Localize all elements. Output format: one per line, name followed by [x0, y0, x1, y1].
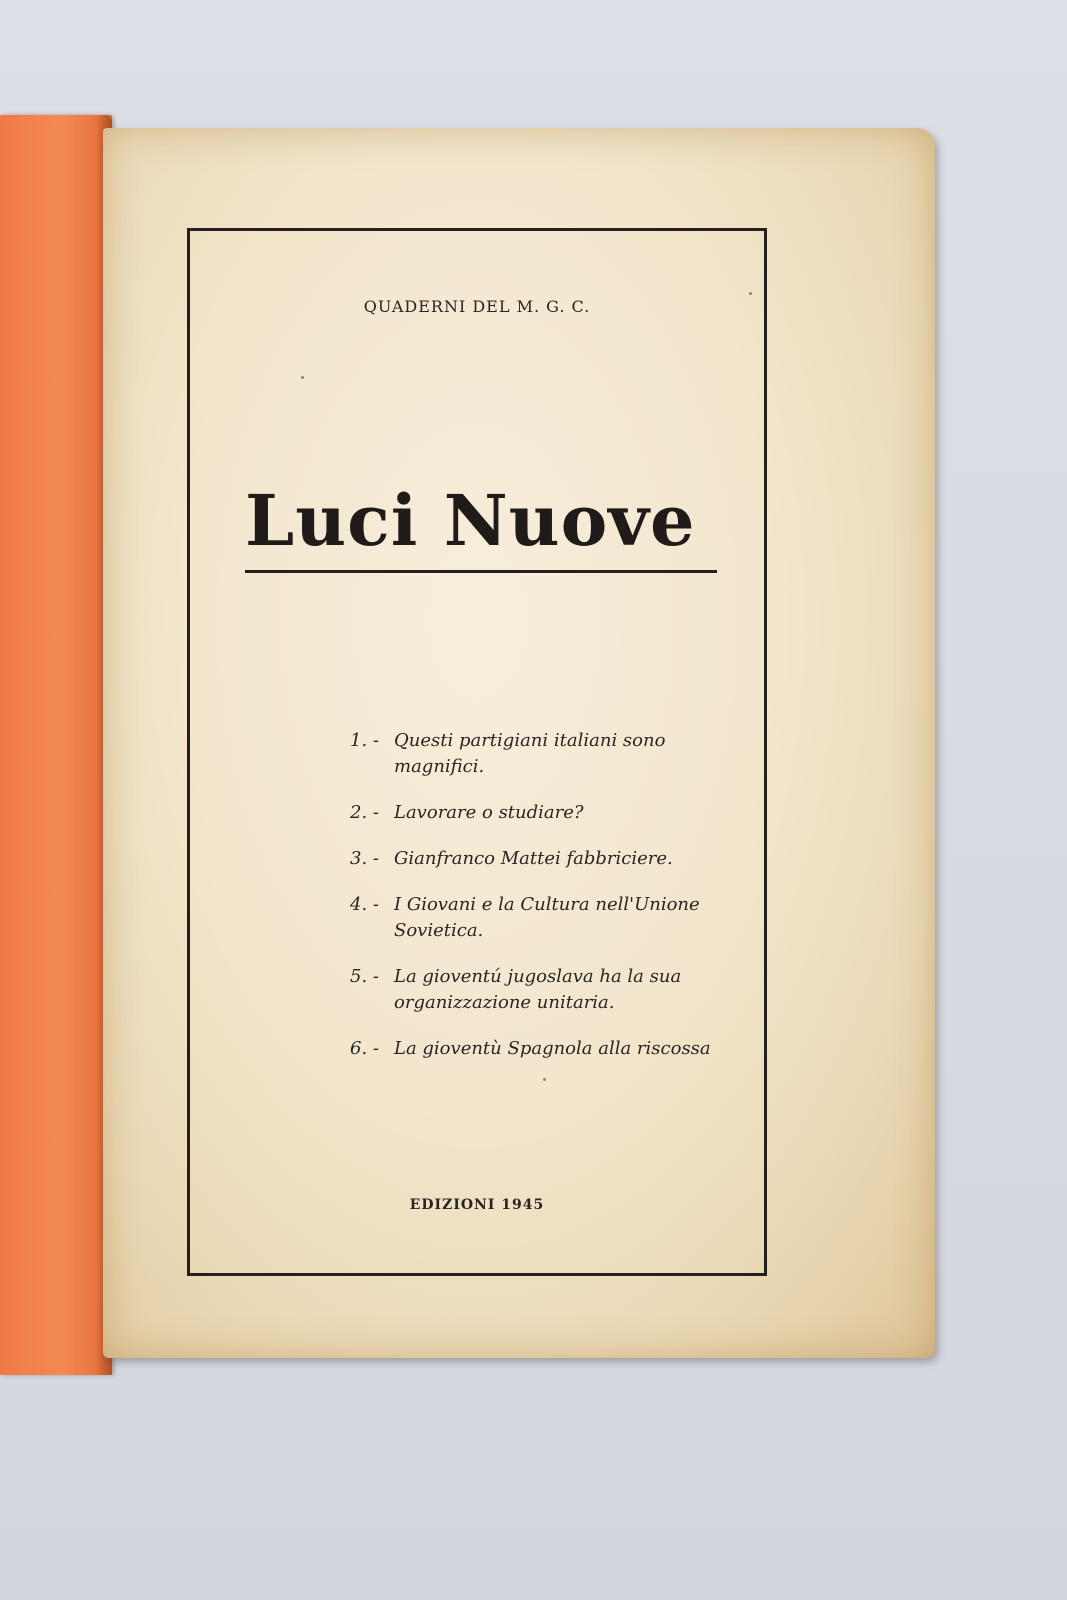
item-title: Questi partigiani italiani sono magnifici. — [394, 730, 666, 777]
item-title: Gianfranco Mattei fabbriciere. — [394, 848, 673, 869]
contents-item — [350, 800, 750, 826]
item-number: 2. - — [350, 802, 379, 823]
item-number: 5. - — [350, 966, 379, 987]
edition-imprint: EDIZIONI 1945 — [409, 1197, 545, 1213]
booklet-title-page — [103, 128, 935, 1358]
contents-item — [350, 1036, 750, 1062]
item-number: 6. - — [350, 1038, 379, 1059]
orange-back-cover — [0, 115, 112, 1375]
contents-item — [350, 728, 750, 780]
item-title: I Giovani e la Cultura nell'Unione Sovietica. — [394, 894, 700, 941]
printed-border-frame — [187, 228, 767, 1276]
item-number: 3. - — [350, 848, 379, 869]
paper-speck — [301, 376, 304, 379]
item-title: La gioventú jugoslava ha la sua organizzazione unitaria. — [394, 966, 682, 1013]
item-title: La gioventù Spagnola alla riscossa — [394, 1038, 711, 1059]
item-number: 1. - — [350, 730, 379, 751]
booklet-title: Luci Nuove — [245, 479, 696, 562]
title-underline — [245, 570, 717, 573]
item-number: 4. - — [350, 894, 379, 915]
table-of-contents — [350, 728, 750, 1082]
paper-speck — [749, 292, 752, 295]
item-title: Lavorare o studiare? — [394, 802, 584, 823]
contents-item — [350, 846, 750, 872]
series-name: QUADERNI DEL M. G. C. — [363, 297, 591, 316]
contents-item — [350, 964, 750, 1016]
contents-item — [350, 892, 750, 944]
paper-speck — [543, 1078, 546, 1081]
